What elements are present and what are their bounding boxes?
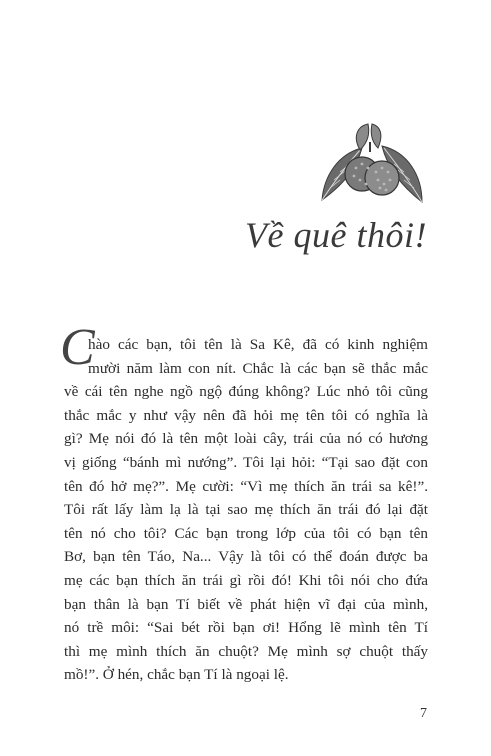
text-line: về cái tên nghe ngồ ngộ đúng không? Lúc nhỏ tôi cũng <box>64 383 428 401</box>
text-line: Tôi rất lấy làm lạ là tại sao mẹ thích ăn trái đó lại đặt <box>64 501 428 519</box>
text-line: mười năm làm con nít. Chắc là các bạn sẽ thắc mắc <box>88 359 428 377</box>
text-line: thắc mắc y như vậy nên đã hỏi mẹ tên tôi có nghĩa là <box>64 406 428 424</box>
text-line: bạn thân là bạn Tí biết về phát hiện vĩ đại của mình, <box>64 595 428 613</box>
drop-cap: C <box>60 319 95 376</box>
text-line: mồ!”. Ở hén, chắc bạn Tí là ngoại lệ. <box>64 666 289 684</box>
text-line: mẹ các bạn thích ăn trái gì rồi đó! Khi tôi nói cho đứa <box>64 571 428 589</box>
text-line: hào các bạn, tôi tên là Sa Kê, đã có kinh nghiệm <box>88 336 428 353</box>
text-line: tên đó hở mẹ?”. Mẹ cười: “Vì mẹ thích ăn trái sa kê!”. <box>64 477 428 495</box>
text-line: thì mẹ mình thích ăn chuột? Mẹ mình sợ chuột thấy <box>64 642 428 660</box>
text-line: nó trề môi: “Sai bét rồi bạn ơi! Hổng lẽ mình tên Tí <box>64 619 428 637</box>
body-paragraph <box>64 333 428 687</box>
text-line: tên nó cho tôi? Các bạn trong lớp của tôi có bạn tên <box>64 524 428 542</box>
text-line: vị giống “bánh mì nướng”. Tôi lại hỏi: “Tại sao đặt con <box>64 453 428 471</box>
chapter-title: Về quê thôi! <box>245 215 427 255</box>
page-number: 7 <box>420 706 427 721</box>
breadfruit-icon <box>318 122 426 210</box>
text-line: gì? Mẹ nói đó là tên một loài cây, trái của nó có hương <box>64 430 428 448</box>
text-line: Bơ, bạn tên Táo, Na... Vậy là tôi có thể đoán được ba <box>64 548 428 566</box>
